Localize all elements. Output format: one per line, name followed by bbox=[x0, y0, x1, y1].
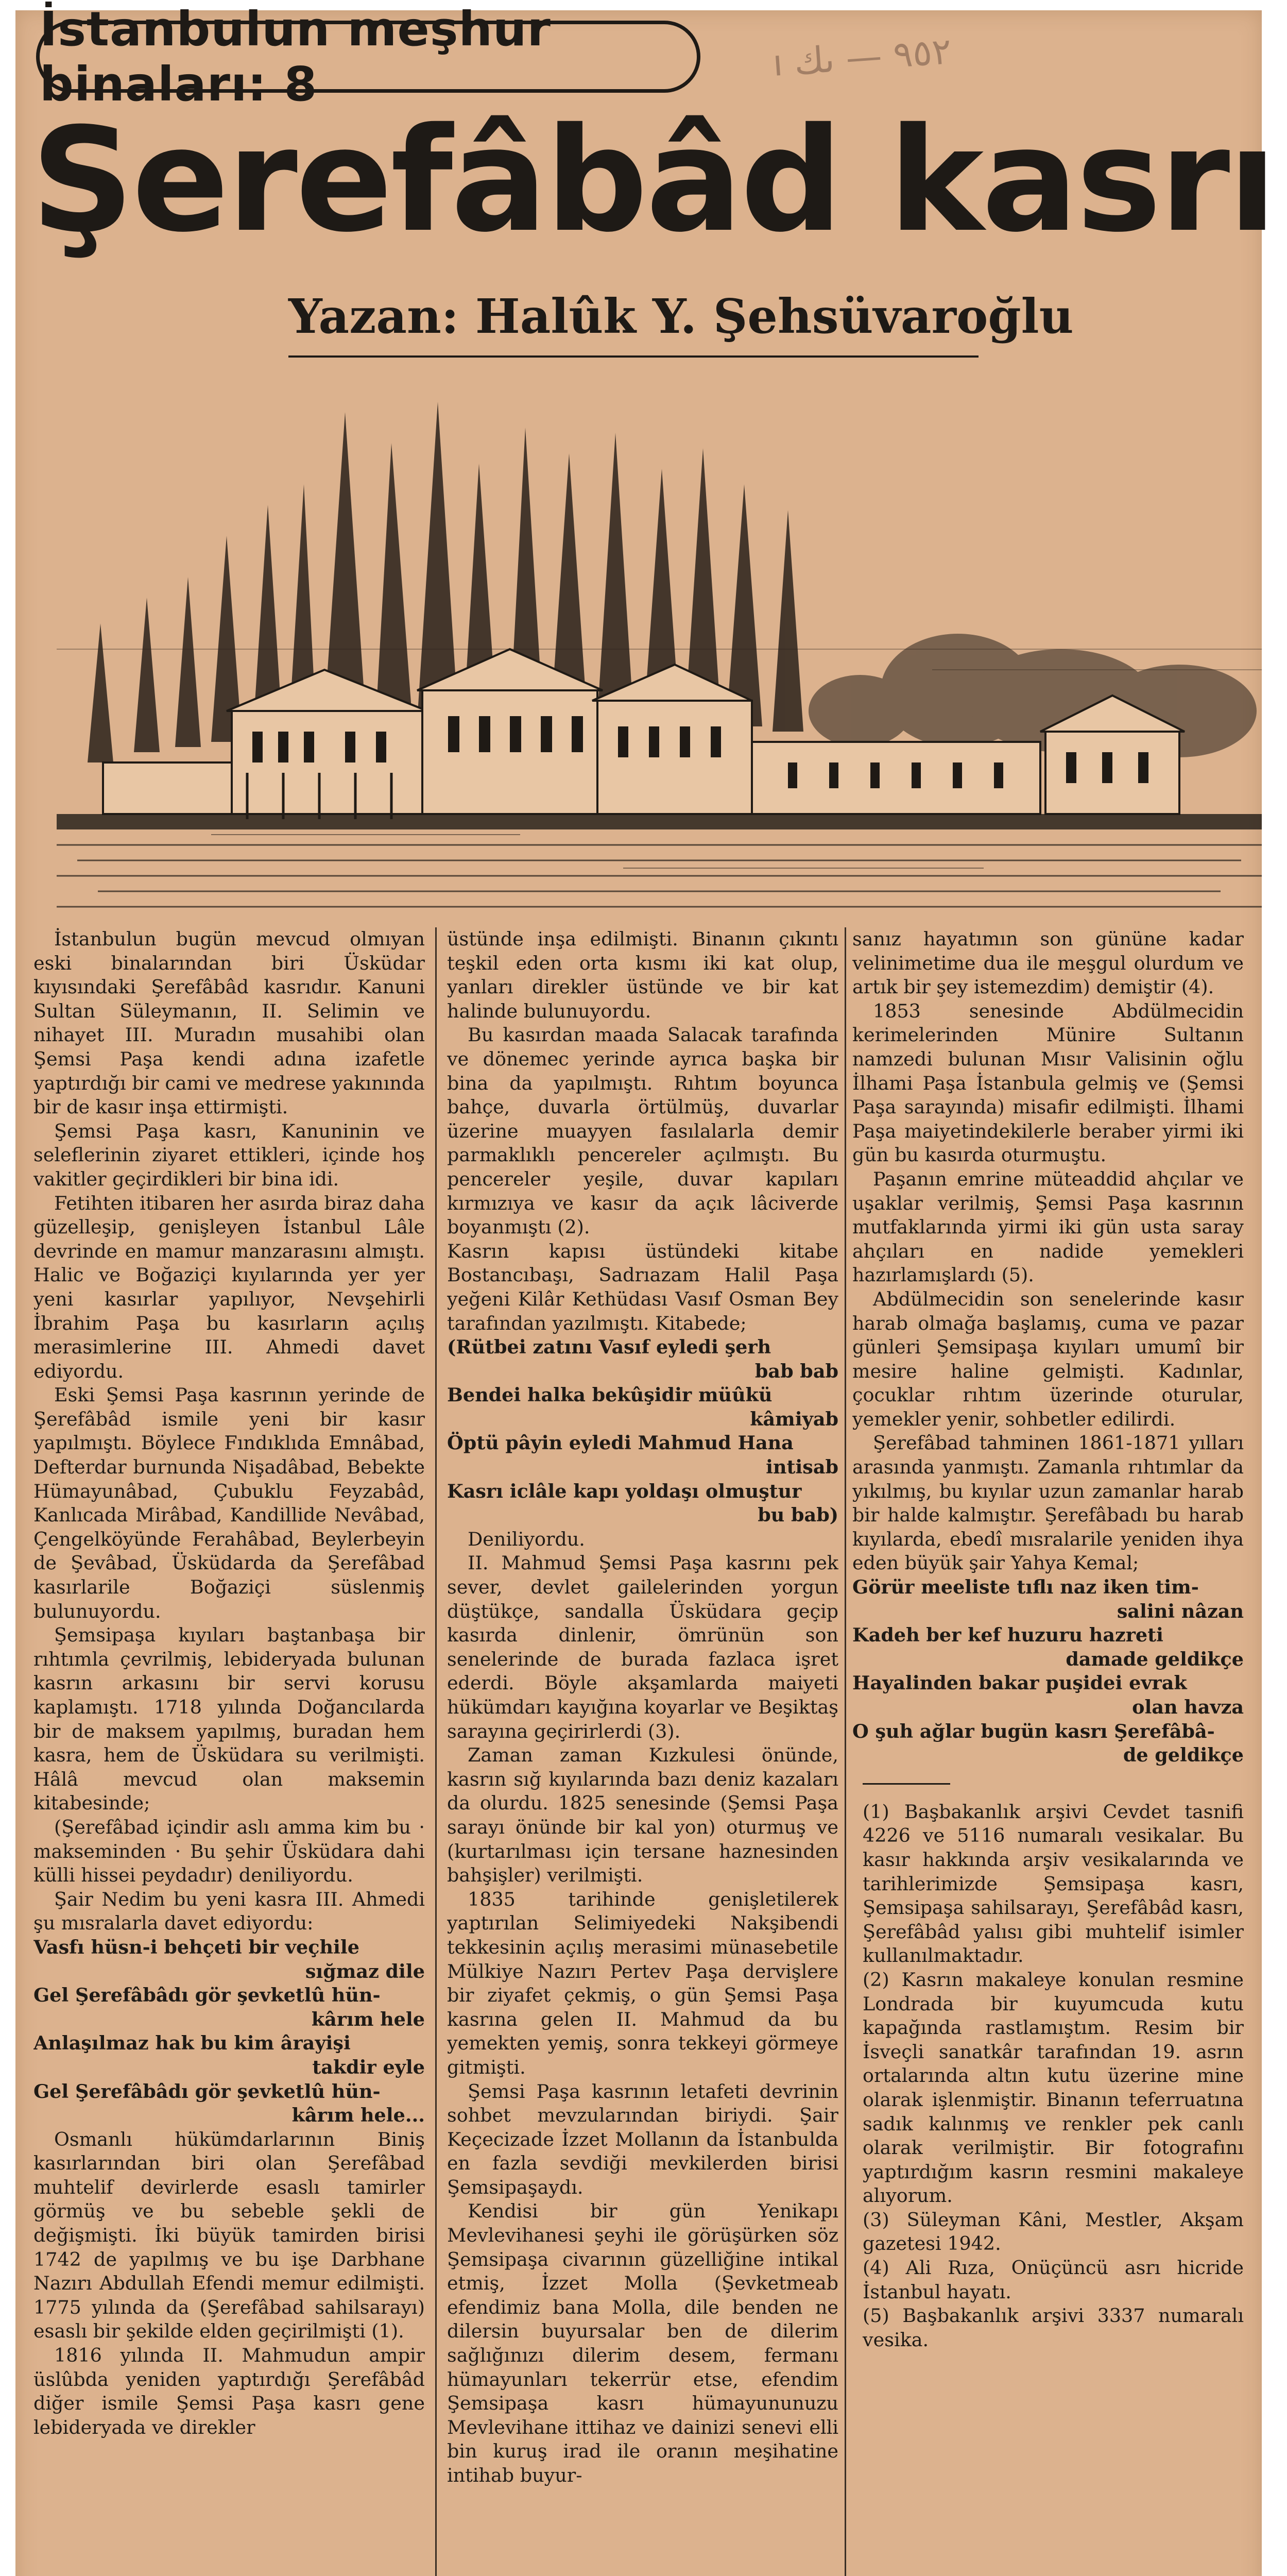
verse-block bbox=[852, 1575, 1244, 1768]
verse-line-end: kârım hele... bbox=[291, 2104, 425, 2127]
column-2 bbox=[447, 927, 838, 2576]
verse-line-end: sığmaz dile bbox=[305, 1960, 425, 1982]
verse-block bbox=[447, 1335, 838, 1528]
column-3 bbox=[852, 927, 1244, 2576]
verse-line-end: salini nâzan bbox=[1117, 1600, 1244, 1622]
paragraph: Eski Şemsi Paşa kasrının yerinde de Şerefâbâd ismile yeni bir kasır yapılmıştı. Böylece Fındıklıda Emnâbad, Defterdar burnunda Nişadâbad, Bebekte Hümayunâbad, Çubuklu Feyzabâd, Kanlıcada Mirâbad, Kandillide Nevâbad, Çengelköyünde Ferahâbad, Beylerbeyin de Şevâbad, Üsküdarda da Şerefâbad kasırlarile Boğaziçi süslenmiş bulunuyordu. bbox=[33, 1384, 425, 1622]
verse-line-end: bab bab bbox=[754, 1360, 838, 1382]
footnote: (2) Kasrın makaleye konulan resmine Londrada bir kuyumcuda kutu kapağında rastlamıştım. Resim bir İsveçli sanatkâr tarafından 19. asrın ortalarında altın kutu üzerine mine olarak işlenmiştir. Binanın teferruatına sadık kalınmış ve renkler pek canlı olarak verilmiştir. Bir fotografını yaptırdığım kasrın resmini makaleye alıyorum. bbox=[863, 1968, 1244, 2207]
verse-line-end: bu bab) bbox=[758, 1504, 838, 1527]
verse-line: Öptü pâyin eyledi Mahmud Hana bbox=[447, 1432, 794, 1454]
paragraph: Şemsipaşa kıyıları baştanbaşa bir rıhtımla çevrilmiş, lebideryada bulunan kasrın arkasını bir servi korusu kaplamıştı. 1718 yılında Doğancılarda bir de maksem yapılmış, buradan hem kasra, hem de Üsküdara su verilmişti. Hâlâ mevcud olan maksemin kitabesinde; bbox=[33, 1624, 425, 1815]
paragraph: İstanbulun bugün mevcud olmıyan eski binalarından biri Üsküdar kıyısındaki Şerefâbâd kasrıdır. Kanuni Sultan Süleymanın, II. Selimin ve nihayet III. Muradın musahibi olan Şemsi Paşa kendi adına izafetle yaptırdığı bir cami ve medrese yakınında bir de kasır inşa ettirmişti. bbox=[33, 928, 425, 1118]
footnote: (5) Başbakanlık arşivi 3337 numaralı vesika. bbox=[863, 2304, 1244, 2351]
verse-line: Gel Şerefâbâdı gör şevketlû hün- bbox=[33, 2080, 381, 2103]
verse-line-end: intisab bbox=[766, 1456, 838, 1479]
series-label: İstanbulun meşhur binaları: 8 bbox=[36, 21, 700, 93]
paragraph: Şerefâbad tahminen 1861-1871 yılları arasında yanmıştı. Zamanla rıhtımlar da yıkılmış, bu kıyılar uzun zamanlar harab bir halde kalmıştır. Şerefâbadı bu harab kıyılarda, ebedî mısralarile yeniden ihya eden büyük şair Yahya Kemal; bbox=[852, 1432, 1244, 1574]
paragraph: Şemsi Paşa kasrı, Kanuninin ve seleflerinin ziyaret ettikleri, içinde hoş vakitler geçirdikleri bir bina idi. bbox=[33, 1120, 425, 1190]
paragraph: sanız hayatımın son gününe kadar velinimetime dua ile meşgul olurdum ve artık bir şey istemezdim) demiştir (4). bbox=[852, 928, 1244, 998]
paragraph: Paşanın emrine müteaddid ahçılar ve uşaklar verilmiş, Şemsi Paşa kasrının mutfaklarında yirmi iki gün usta saray ahçıları en nadide yemekleri hazırlamışlardı (5). bbox=[852, 1167, 1244, 1286]
article-title: Şerefâbâd kasrı bbox=[31, 97, 1275, 264]
byline-rule bbox=[288, 355, 979, 358]
paragraph: Kendisi bir gün Yenikapı Mevlevihanesi şeyhi ile görüşürken söz Şemsipaşa civarının güzelliğine intikal etmiş, İzzet Molla (Şevketmeab efendimiz bana Molla, dile benden ne dilersin buyursalar ben de dilerim sağlığınızı dilerim desem, fermanı hümayunları tekerrür etse, efendim Şemsipaşa kasrı hümayununuzu Mevlevihane ittihaz ve dainizi senevi elli bin kuruş irad ile oranın meşihatine intihab buyur- bbox=[447, 2200, 838, 2486]
paragraph: Abdülmecidin son senelerinde kasır harab olmağa başlamış, cuma ve pazar günleri Şemsipaşa kıyıları umumî bir mesire haline gelmişti. Kadınlar, çocuklar rıhtım üzerinde oturular, yemekler yenir, sohbetler edilirdi. bbox=[852, 1287, 1244, 1430]
verse-line: Anlaşılmaz hak bu kim ârayişi bbox=[33, 2032, 351, 2055]
paragraph: Zaman zaman Kızkulesi önünde, kasrın sığ kıyılarında bazı deniz kazaları da olurdu. 1825 senesinde (Şemsi Paşa sarayı önünde bir kal yon) oturmuş ve (kurtarılması için tersane haznesinden bahşişler) verilmişti. bbox=[447, 1744, 838, 1887]
footnote: (3) Süleyman Kâni, Mestler, Akşam gazetesi 1942. bbox=[863, 2208, 1244, 2255]
paragraph: Osmanlı hükümdarlarının Biniş kasırlarından biri olan Şerefâbad muhtelif devirlerde esaslı tamirler görmüş ve bu sebeble şekli de değişmişti. İki büyük tamirden birisi 1742 de yapılmış ve bu işe Darbhane Nazırı Abdullah Efendi memur edilmişti. 1775 yılında da (Şerefâbad sahilsarayı) esaslı bir şekilde elden geçirilmişti (1). bbox=[33, 2128, 425, 2343]
verse-line: O şuh ağlar bugün kasrı Şerefâbâ- bbox=[852, 1720, 1215, 1742]
verse-block bbox=[33, 1936, 425, 2128]
verse-line-end: kâmiyab bbox=[750, 1408, 838, 1430]
engraving-kasr-illustration bbox=[57, 381, 1262, 922]
paragraph: (Şerefâbad içindir aslı amma kim bu · makseminden · Bu şehir Üsküdara dahi külli hissei peydadır) deniliyordu. bbox=[33, 1816, 425, 1887]
verse-line: Kadeh ber kef huzuru hazreti bbox=[852, 1624, 1163, 1647]
verse-line: Gel Şerefâbâdı gör şevketlû hün- bbox=[33, 1984, 381, 2007]
verse-line-end: damade geldikçe bbox=[1066, 1648, 1244, 1670]
footnote: (4) Ali Rıza, Onüçüncü asrı hicride İstanbul hayatı. bbox=[863, 2257, 1244, 2303]
footnote: (1) Başbakanlık arşivi Cevdet tasnifi 4226 ve 5116 numaralı vesikalar. Bu kasır hakkında arşiv vesikalarında ve tarihlerimizde Şemsipaşa kasrı, Şemsipaşa sahilsarayı, Şerefâbâd kasrı, Şerefâbâd yalısı gibi muhtelif isimler kullanılmaktadır. bbox=[863, 1800, 1244, 1967]
verse-line: Hayalinden bakar puşidei evrak bbox=[852, 1672, 1187, 1694]
paragraph: üstünde inşa edilmişti. Binanın çıkıntı teşkil eden orta kısmı iki kat olup, yanları direkler üstünde ve bir kat halinde bulunuyordu. bbox=[447, 928, 838, 1022]
paragraph: 1853 senesinde Abdülmecidin kerimelerinden Münire Sultanın namzedi bulunan Mısır Valisinin oğlu İlhami Paşa İstanbula gelmiş ve (Şemsi Paşa sarayında) misafir edilmişti. İlhami Paşa maiyetindekilerle beraber yirmi iki gün bu kasırda oturmuştu. bbox=[852, 999, 1244, 1166]
paragraph: II. Mahmud Şemsi Paşa kasrını pek sever, devlet gailelerinden yorgun düştükçe, sandalla Üsküdara geçip kasırda dinlenir, ömrünün son senelerinde de burada fazlaca işret ederdi. Böyle akşamlarda maiyeti hükümdarı kayığına koyarlar ve Beşiktaş sarayına geçirirlerdi (3). bbox=[447, 1552, 838, 1742]
handwritten-note: ı ٩٥٢ — ىك bbox=[771, 29, 953, 85]
paragraph: Şair Nedim bu yeni kasra III. Ahmedi şu mısralarla davet ediyordu: bbox=[33, 1888, 425, 1935]
column-rule-2 bbox=[845, 927, 846, 2576]
verse-line-end: de geldikçe bbox=[1123, 1744, 1244, 1767]
paragraph: Şemsi Paşa kasrının letafeti devrinin sohbet mevzularından biriydi. Şair Keçecizade İzzet Mollanın da İstanbulda en fazla sevdiği mevkilerden birisi Şemsipaşaydı. bbox=[447, 2080, 838, 2198]
verse-line-end: takdir eyle bbox=[312, 2056, 425, 2078]
paragraph: Kasrın kapısı üstündeki kitabe Bostancıbaşı, Sadrıazam Halil Paşa yeğeni Kilâr Kethüdası Vasıf Osman Bey tarafından yazılmıştı. Kitabede; bbox=[447, 1240, 838, 1334]
paragraph: 1816 yılında II. Mahmudun ampir üslûbda yeniden yaptırdığı Şerefâbâd diğer ismile Şemsi Paşa kasrı gene lebideryada ve direkler bbox=[33, 2344, 425, 2438]
byline: Yazan: Halûk Y. Şehsüvaroğlu bbox=[288, 289, 1074, 344]
footnote-rule bbox=[863, 1783, 950, 1785]
column-rule-1 bbox=[435, 927, 437, 2576]
paragraph: Deniliyordu. bbox=[468, 1528, 585, 1550]
column-1 bbox=[33, 927, 425, 2576]
verse-line: Vasfı hüsn-i behçeti bir veçhile bbox=[33, 1936, 359, 1958]
verse-line: Bendei halka bekûşidir müûkü bbox=[447, 1384, 773, 1406]
verse-line-end: kârım hele bbox=[311, 2008, 425, 2030]
paragraph: Bu kasırdan maada Salacak tarafında ve dönemec yerinde ayrıca başka bir bina da yapılmıştı. Rıhtım boyunca bahçe, duvarla örtülmüş, duvarlar üzerine muayyen fasılalarla demir parmaklıklı pencereler açılmıştı. Bu pencereler yeşile, duvar kapıları kırmızıya ve kasır da açık lâciverde boyanmıştı (2). bbox=[447, 1024, 838, 1239]
paragraph: 1835 tarihinde genişletilerek yaptırılan Selimiyedeki Nakşibendi tekkesinin açılış merasimi münasebetile Mülkiye Nazırı Pertev Paşa dervişlere bir ziyafet çekmiş, o gün Şemsi Paşa kasrına gelen II. Mahmud da bu yemekten yemiş, sonra tekkeyi görmeye gitmişti. bbox=[447, 1888, 838, 2078]
paragraph: Fetihten itibaren her asırda biraz daha güzelleşip, genişleyen İstanbul Lâle devrinde en mamur manzarasını almıştı. Halic ve Boğaziçi kıyılarında yer yer yeni kasırlar yapılıyor, Nevşehirli İbrahim Paşa bu kasırların açılış merasimlerine III. Ahmedi davet ediyordu. bbox=[33, 1192, 425, 1382]
verse-line: Görür meeliste tıflı naz iken tim- bbox=[852, 1576, 1199, 1599]
verse-line: Kasrı iclâle kapı yoldaşı olmuştur bbox=[447, 1480, 802, 1502]
verse-line: (Rütbei zatını Vasıf eyledi şerh bbox=[447, 1336, 771, 1359]
verse-line-end: olan havza bbox=[1132, 1696, 1244, 1718]
